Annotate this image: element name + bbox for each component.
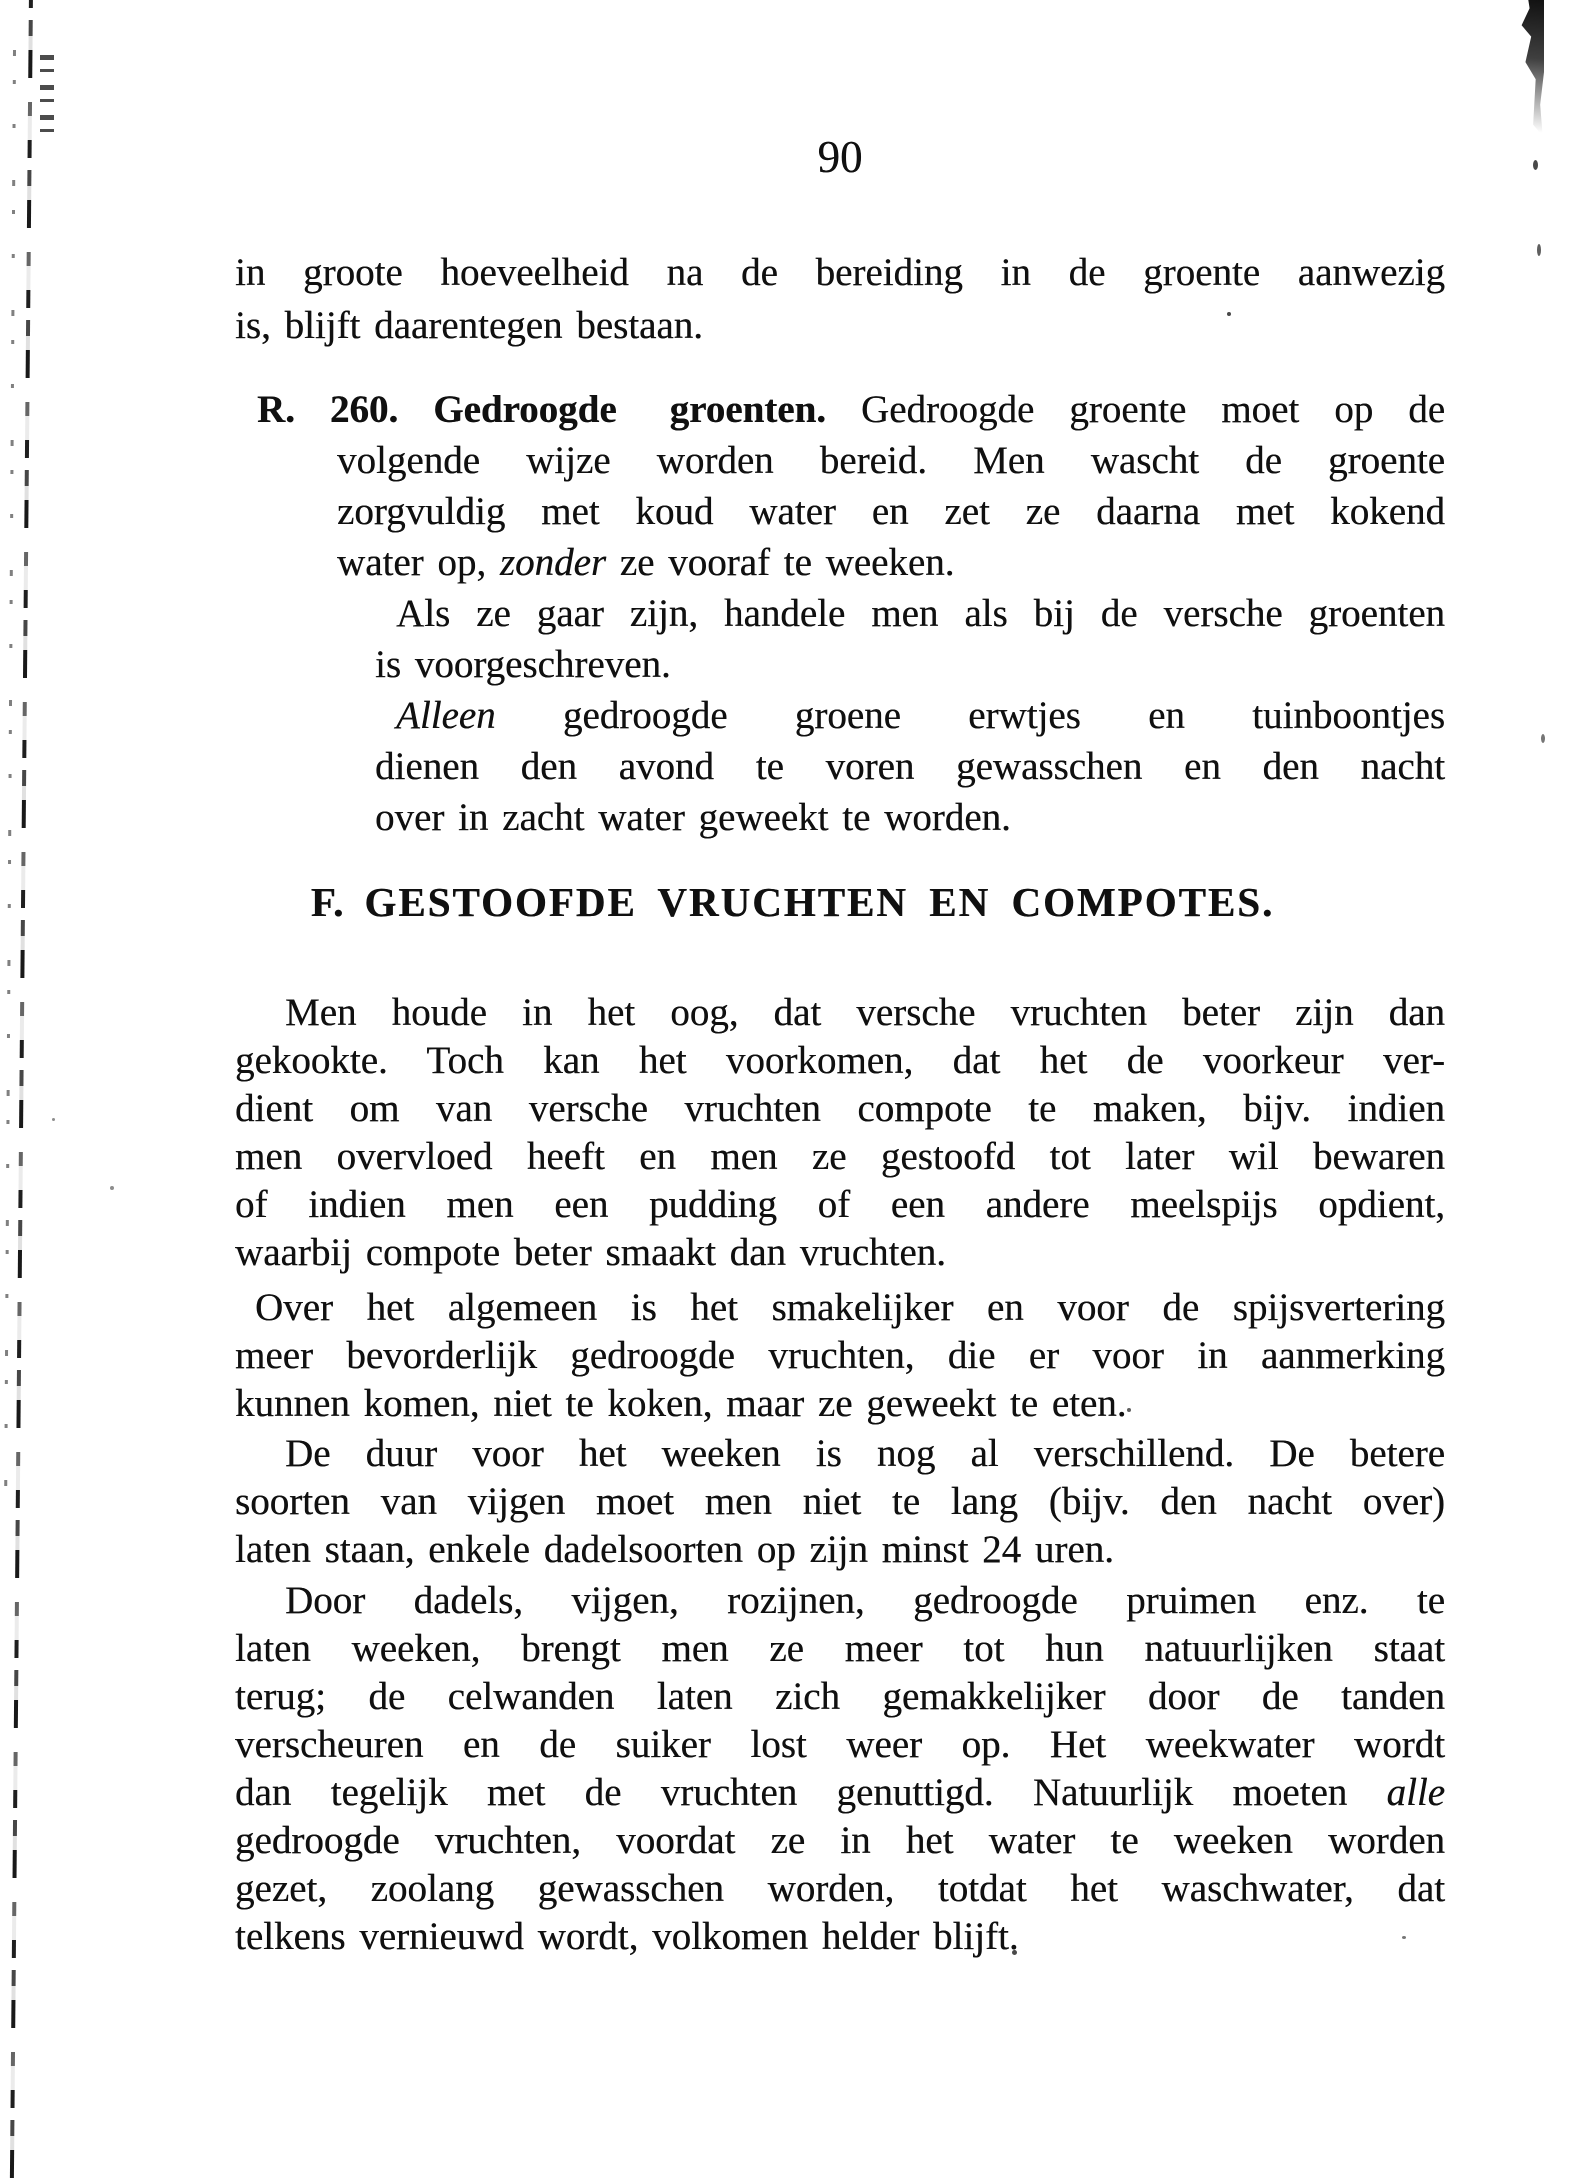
recipe-body [337, 435, 1445, 588]
section-letter: F. [310, 879, 345, 925]
text-line: Als ze gaar zijn, handele men als bij de versche groenten [396, 592, 1445, 635]
ink-speck [1537, 244, 1541, 256]
text-line [375, 690, 1445, 741]
text-line: gedroogde vruchten, voordat ze in het water te weeken worden [235, 1819, 1445, 1862]
text-line [337, 537, 1445, 588]
text-line: terug; de celwanden laten zich gemakkelijker door de tanden [235, 1675, 1445, 1718]
section-heading [235, 879, 1350, 925]
paragraph-soaking-time [235, 1430, 1445, 1574]
text-line: men overvloed heeft en men ze gestoofd tot later wil bewaren [235, 1135, 1445, 1178]
text-line: laten staan, enkele dadelsoorten op zijn minst 24 uren. [235, 1528, 1114, 1571]
italic-word: Alleen [396, 694, 496, 737]
text-line: Over het algemeen is het smakelijker en voor de spijsvertering [255, 1286, 1445, 1329]
recipe-notes [375, 588, 1445, 843]
text-line: soorten van vijgen moet men niet te lang (bijv. den nacht over) [235, 1480, 1445, 1523]
text-line: laten weeken, brengt men ze meer tot hun natuurlijken staat [235, 1627, 1445, 1670]
recipe-first-line [235, 384, 1445, 435]
paragraph-fresh-vs-cooked [235, 989, 1445, 1277]
text-segment: gedroogde groene erwtjes en tuinboontjes [562, 694, 1445, 737]
text-line: dient om van versche vruchten compote te maken, bijv. indien [235, 1087, 1445, 1130]
text-line: telkens vernieuwd wordt, volkomen helder blijft. [235, 1915, 1019, 1958]
text-line: gezet, zoolang gewasschen worden, totdat het waschwater, dat [235, 1867, 1445, 1910]
text-segment: ze vooraf te weeken. [619, 541, 955, 584]
page-content [235, 246, 1445, 1961]
paragraph-intro [235, 246, 1445, 352]
paragraph-digestion [235, 1284, 1445, 1428]
recipe-text: Gedroogde groente moet op de [861, 388, 1446, 431]
ink-speck [1541, 734, 1545, 743]
text-line: Door dadels, vijgen, rozijnen, gedroogde pruimen enz. te [285, 1579, 1445, 1622]
text-segment: dan tegelijk met de vruchten genuttigd. Natuurlijk moeten [235, 1771, 1348, 1814]
recipe-number-label: R. 260. [257, 388, 399, 431]
ink-speck [52, 1118, 55, 1121]
italic-word: zonder [499, 541, 607, 584]
text-line: dienen den avond te voren gewasschen en den nacht [375, 745, 1445, 788]
text-line: verscheuren en de suiker lost weer op. Het weekwater wordt [235, 1723, 1445, 1766]
text-line: is, blijft daarentegen bestaan. [235, 304, 703, 347]
text-line: zorgvuldig met koud water en zet ze daarna met kokend [337, 490, 1445, 533]
text-segment: water op, [337, 541, 487, 584]
text-line: Men houde in het oog, dat versche vruchten beter zijn dan [285, 991, 1445, 1034]
binding-line-artifact [10, 0, 33, 2178]
text-line: kunnen komen, niet te koken, maar ze geweekt te eten. [235, 1382, 1127, 1425]
text-line [235, 1769, 1445, 1817]
recipe-260 [235, 384, 1445, 843]
paragraph-soaking-effect [235, 1577, 1445, 1961]
text-line: of indien men een pudding of een andere meelspijs opdient, [235, 1183, 1445, 1226]
recipe-title: Gedroogde groenten. [433, 388, 826, 431]
italic-word: alle [1386, 1771, 1445, 1814]
text-line: volgende wijze worden bereid. Men wascht de groente [337, 439, 1445, 482]
ink-speck [1533, 160, 1538, 170]
text-line: over in zacht water geweekt te worden. [375, 796, 1011, 839]
section-title: GESTOOFDE VRUCHTEN EN COMPOTES. [364, 879, 1275, 925]
binding-line-faint-artifact [4, 50, 16, 1500]
page-number: 90 [817, 132, 863, 182]
text-line: meer bevorderlijk gedroogde vruchten, die er voor in aanmerking [235, 1334, 1445, 1377]
text-line: De duur voor het weeken is nog al verschillend. De betere [285, 1432, 1445, 1475]
text-line: is voorgeschreven. [375, 643, 671, 686]
text-line: in groote hoeveelheid na de bereiding in de groente aanwezig [235, 251, 1445, 294]
text-line: waarbij compote beter smaakt dan vruchten. [235, 1231, 946, 1274]
ink-speck [110, 1186, 114, 1190]
text-line: gekookte. Toch kan het voorkomen, dat het de voorkeur ver- [235, 1039, 1445, 1082]
top-right-smudge-artifact [1512, 0, 1544, 136]
corner-speck-cluster-artifact [40, 55, 54, 140]
